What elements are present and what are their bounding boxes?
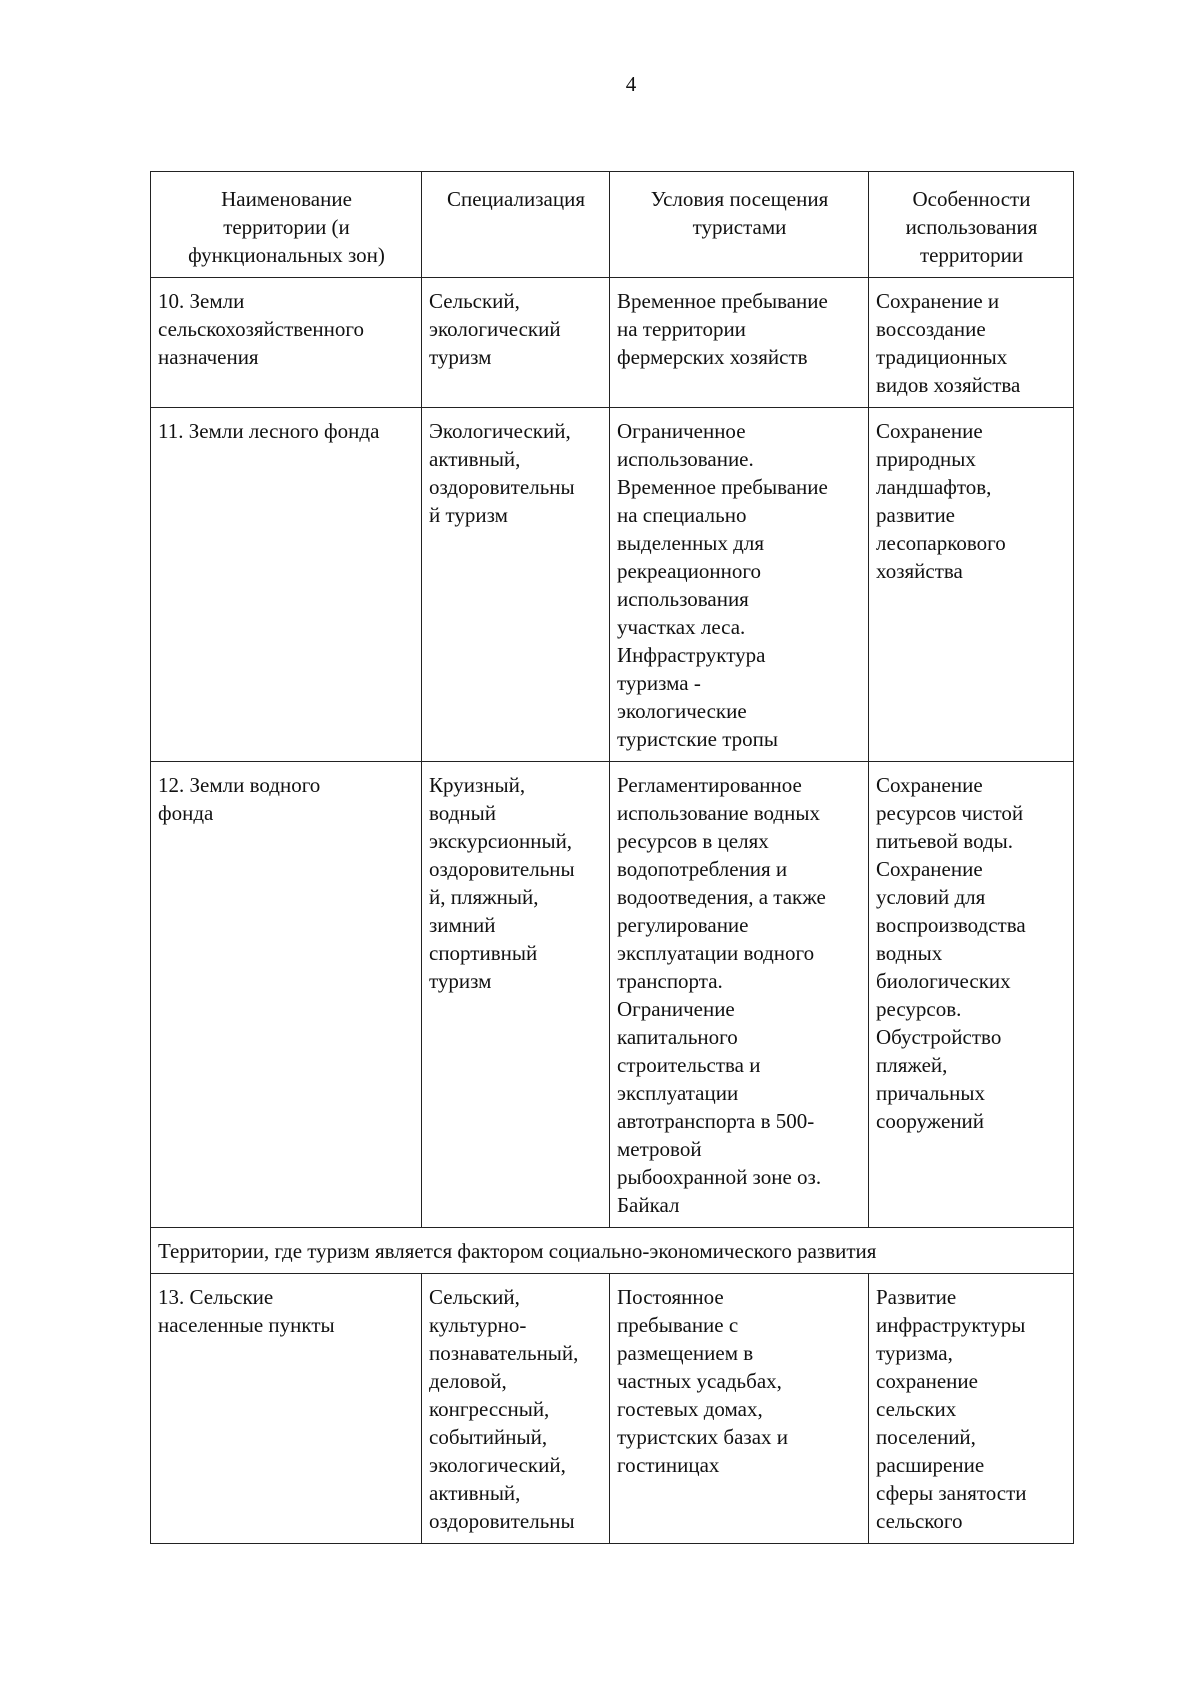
- cell-territory-name: 11. Земли лесного фонда: [151, 408, 422, 762]
- cell-usage-features: Развитие инфраструктуры туризма, сохранение сельских поселений, расширение сферы занятости сельского: [869, 1274, 1074, 1544]
- cell-usage-features: Сохранение ресурсов чистой питьевой воды. Сохранение условий для воспроизводства водных биологических ресурсов. Обустройство пляжей, причальных сооружений: [869, 762, 1074, 1228]
- territory-table: [150, 171, 1074, 1544]
- table-row: [151, 1274, 1074, 1544]
- header-visit-conditions: Условия посещения туристами: [610, 172, 869, 278]
- cell-specialization: Круизный, водный экскурсионный, оздоровительны й, пляжный, зимний спортивный туризм: [422, 762, 610, 1228]
- cell-usage-features: Сохранение природных ландшафтов, развитие лесопаркового хозяйства: [869, 408, 1074, 762]
- cell-territory-name: 10. Земли сельскохозяйственного назначения: [151, 278, 422, 408]
- header-usage-features: Особенности использования территории: [869, 172, 1074, 278]
- header-territory-name: Наименование территории (и функциональных зон): [151, 172, 422, 278]
- table-row: [151, 278, 1074, 408]
- cell-specialization: Сельский, культурно- познавательный, деловой, конгрессный, событийный, экологический, активный, оздоровительны: [422, 1274, 610, 1544]
- cell-specialization: Экологический, активный, оздоровительны й туризм: [422, 408, 610, 762]
- section-heading: Территории, где туризм является фактором социально-экономического развития: [151, 1228, 1074, 1274]
- cell-visit-conditions: Ограниченное использование. Временное пребывание на специально выделенных для рекреационного использования участках леса. Инфраструктура туризма - экологические туристские тропы: [610, 408, 869, 762]
- header-specialization: Специализация: [422, 172, 610, 278]
- page-number: 4: [625, 72, 637, 96]
- cell-usage-features: Сохранение и воссоздание традиционных видов хозяйства: [869, 278, 1074, 408]
- cell-territory-name: 13. Сельские населенные пункты: [151, 1274, 422, 1544]
- cell-visit-conditions: Регламентированное использование водных ресурсов в целях водопотребления и водоотведения, а также регулирование эксплуатации водного транспорта. Ограничение капитального строительства и эксплуатации автотранспорта в 500- метровой рыбоохранной зоне оз. Байкал: [610, 762, 869, 1228]
- table-section-row: [151, 1228, 1074, 1274]
- cell-specialization: Сельский, экологический туризм: [422, 278, 610, 408]
- table-header-row: [151, 172, 1074, 278]
- table-row: [151, 408, 1074, 762]
- cell-territory-name: 12. Земли водного фонда: [151, 762, 422, 1228]
- cell-visit-conditions: Временное пребывание на территории фермерских хозяйств: [610, 278, 869, 408]
- cell-visit-conditions: Постоянное пребывание с размещением в частных усадьбах, гостевых домах, туристских базах и гостиницах: [610, 1274, 869, 1544]
- table-row: [151, 762, 1074, 1228]
